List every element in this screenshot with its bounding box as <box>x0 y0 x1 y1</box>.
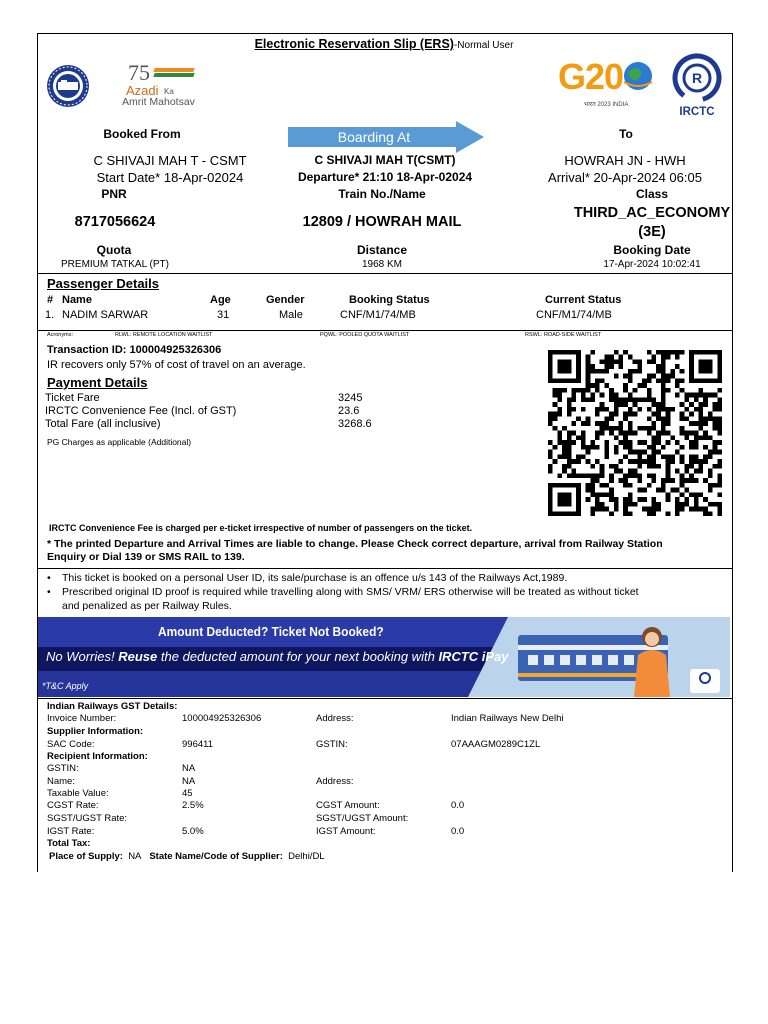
sgst-amount-label: SGST/UGST Amount: <box>316 813 409 824</box>
booking-date-label: Booking Date <box>613 243 691 257</box>
ir-recovery-note: IR recovers only 57% of cost of travel on an average. <box>47 359 306 371</box>
cgst-amount-value: 0.0 <box>451 800 465 811</box>
pnr-label: PNR <box>101 187 127 201</box>
train-label: Train No./Name <box>338 187 426 201</box>
place-of-supply-label: Place of Supply: <box>49 851 123 862</box>
recipient-gstin-label: GSTIN: <box>47 763 79 774</box>
acronym-rswl: RSWL: ROAD-SIDE WAITLIST <box>525 332 602 338</box>
class-code: (3E) <box>638 224 666 240</box>
banner-headline: Amount Deducted? Ticket Not Booked? <box>158 624 384 639</box>
igst-rate-label: IGST Rate: <box>47 826 95 837</box>
flag-stripe <box>153 68 194 72</box>
supplier-state-label: State Name/Code of Supplier: <box>149 851 283 862</box>
from-station: C SHIVAJI MAH T - CSMT <box>93 153 247 168</box>
banner-tagline-text: the deducted amount for your next booking with <box>160 649 435 664</box>
passenger-gender: Male <box>279 309 303 321</box>
divider <box>37 330 733 331</box>
ers-title: Electronic Reservation Slip (ERS) <box>254 37 454 51</box>
recipient-info-title: Recipient Information: <box>47 751 148 762</box>
passenger-booking-status: CNF/M1/74/MB <box>340 309 416 321</box>
col-header-booking-status: Booking Status <box>349 294 430 306</box>
cgst-rate-value: 2.5% <box>182 800 204 811</box>
supplier-gstin-label: GSTIN: <box>316 739 348 750</box>
place-of-supply-value: NA <box>128 851 142 862</box>
total-fare-label: Total Fare (all inclusive) <box>45 418 161 430</box>
supplier-address-value: Indian Railways New Delhi <box>451 713 564 724</box>
passenger-name: NADIM SARWAR <box>62 309 149 321</box>
igst-amount-value: 0.0 <box>451 826 465 837</box>
azadi-logo <box>122 60 212 112</box>
id-proof-note-line2: and penalized as per Railway Rules. <box>62 600 232 612</box>
passenger-current-status: CNF/M1/74/MB <box>536 309 612 321</box>
invoice-label: Invoice Number: <box>47 713 117 724</box>
irctc-text: IRCTC <box>679 106 715 118</box>
banner-tc: *T&C Apply <box>42 681 89 691</box>
col-header-current-status: Current Status <box>545 294 622 306</box>
banner-reuse: Reuse <box>118 649 158 664</box>
supplier-gstin-value: 07AAAGM0289C1ZL <box>451 739 541 750</box>
irctc-logo <box>664 52 730 122</box>
payment-details-title: Payment Details <box>47 375 148 390</box>
g20-subtext: भारत 2023 INDIA <box>584 102 629 108</box>
azadi-75-text: 75 <box>128 60 150 85</box>
taxable-value: 45 <box>182 788 193 799</box>
invoice-value: 100004925326306 <box>182 713 262 724</box>
pg-charges-note: PG Charges as applicable (Additional) <box>47 437 192 447</box>
total-tax-label: Total Tax: <box>47 838 91 849</box>
to-label: To <box>619 127 633 141</box>
id-proof-note-line1: Prescribed original ID proof is required while travelling along with SMS/ VRM/ ERS otherwise will be treated as without ticket <box>62 586 639 598</box>
personal-id-note: This ticket is booked on a personal User ID, its sale/purchase is an offence u/s 143 of the Railways Act,1989. <box>62 572 568 584</box>
indian-railways-logo <box>45 58 91 116</box>
col-header-gender: Gender <box>266 294 305 306</box>
quota-value: PREMIUM TATKAL (PT) <box>61 259 169 270</box>
globe-icon <box>622 60 654 92</box>
cgst-rate-label: CGST Rate: <box>47 800 99 811</box>
timing-note-line2: Enquiry or Dial 139 or SMS RAIL to 139. <box>47 551 245 563</box>
convenience-fee-note: IRCTC Convenience Fee is charged per e-ticket irrespective of number of passengers on the ticket. <box>49 523 473 533</box>
boarding-station: C SHIVAJI MAH T(CSMT) <box>314 153 456 167</box>
taxable-value-label: Taxable Value: <box>47 788 109 799</box>
sac-value: 996411 <box>182 739 213 750</box>
flag-stripe <box>153 73 194 77</box>
total-fare-value: 3268.6 <box>338 418 372 430</box>
g20-logo <box>556 56 656 112</box>
boarding-at-label: Boarding At <box>337 129 411 145</box>
page-title <box>0 37 768 51</box>
to-station: HOWRAH JN - HWH <box>564 153 686 168</box>
convenience-fee-value: 23.6 <box>338 405 360 417</box>
banner-ipay: IRCTC iPay <box>438 649 509 664</box>
supplier-state-value: Delhi/DL <box>288 851 325 862</box>
acronym-rlwl: RLWL: REMOTE LOCATION WAITLIST <box>115 332 213 338</box>
supplier-info-title: Supplier Information: <box>47 726 144 737</box>
timing-note-line1: * The printed Departure and Arrival Times are liable to change. Please Check correct departure, arrival from Railway Station <box>47 538 663 550</box>
pnr-value: 8717056624 <box>74 214 156 230</box>
class-label: Class <box>635 187 669 201</box>
igst-rate-value: 5.0% <box>182 826 204 837</box>
booked-from-label: Booked From <box>103 127 181 141</box>
col-header-name: Name <box>62 294 92 306</box>
class-value: THIRD_AC_ECONOMY <box>573 205 731 221</box>
recipient-name-value: NA <box>182 776 196 787</box>
recipient-gstin-value: NA <box>182 763 196 774</box>
place-of-supply-row <box>49 851 325 862</box>
convenience-fee-label: IRCTC Convenience Fee (Incl. of GST) <box>45 405 237 417</box>
azadi-text: Azadi <box>126 83 159 98</box>
ipay-banner[interactable] <box>38 617 730 697</box>
recipient-name-label: Name: <box>47 776 75 787</box>
bullet-dot: • <box>47 572 51 584</box>
departure-time: Departure* 21:10 18-Apr-02024 <box>297 170 473 184</box>
supplier-address-label: Address: <box>316 713 354 724</box>
train-value: 12809 / HOWRAH MAIL <box>302 214 462 230</box>
start-date: Start Date* 18-Apr-02024 <box>96 170 244 185</box>
banner-no-worries: No Worries! <box>46 649 115 664</box>
g20-text: G20 <box>558 56 624 97</box>
arrival-time: Arrival* 20-Apr-2024 06:05 <box>548 170 702 185</box>
recipient-address-label: Address: <box>316 776 354 787</box>
transaction-id: Transaction ID: 100004925326306 <box>47 344 222 356</box>
irctc-emblem-icon <box>668 52 726 104</box>
divider <box>37 568 733 569</box>
bullet-dot: • <box>47 586 51 598</box>
divider <box>37 698 733 699</box>
gst-title: Indian Railways GST Details: <box>47 701 178 712</box>
svg-text:R: R <box>691 70 703 86</box>
cgst-amount-label: CGST Amount: <box>316 800 380 811</box>
banner-tagline <box>46 649 509 664</box>
passenger-num: 1. <box>45 309 55 321</box>
igst-amount-label: IGST Amount: <box>316 826 376 837</box>
col-header-num: # <box>47 294 54 306</box>
acronyms-label: Acronyms: <box>47 332 73 338</box>
passenger-age: 31 <box>217 309 230 321</box>
booking-date-value: 17-Apr-2024 10:02:41 <box>603 259 701 270</box>
passenger-details-title: Passenger Details <box>47 276 160 291</box>
col-header-age: Age <box>210 294 231 306</box>
ticket-fare-label: Ticket Fare <box>45 392 100 404</box>
sgst-rate-label: SGST/UGST Rate: <box>47 813 128 824</box>
divider <box>37 273 733 274</box>
quota-label: Quota <box>96 243 132 257</box>
distance-value: 1968 KM <box>361 259 403 270</box>
amrit-mahotsav-text: Amrit Mahotsav <box>122 96 195 108</box>
ers-subtitle: -Normal User <box>453 40 514 51</box>
sac-label: SAC Code: <box>47 739 95 750</box>
acronym-pqwl: PQWL: POOLED QUOTA WAITLIST <box>320 332 410 338</box>
azadi-ka-text: Ka <box>164 87 174 96</box>
ticket-fare-value: 3245 <box>338 392 363 404</box>
distance-label: Distance <box>356 243 408 257</box>
qr-code <box>548 350 722 516</box>
